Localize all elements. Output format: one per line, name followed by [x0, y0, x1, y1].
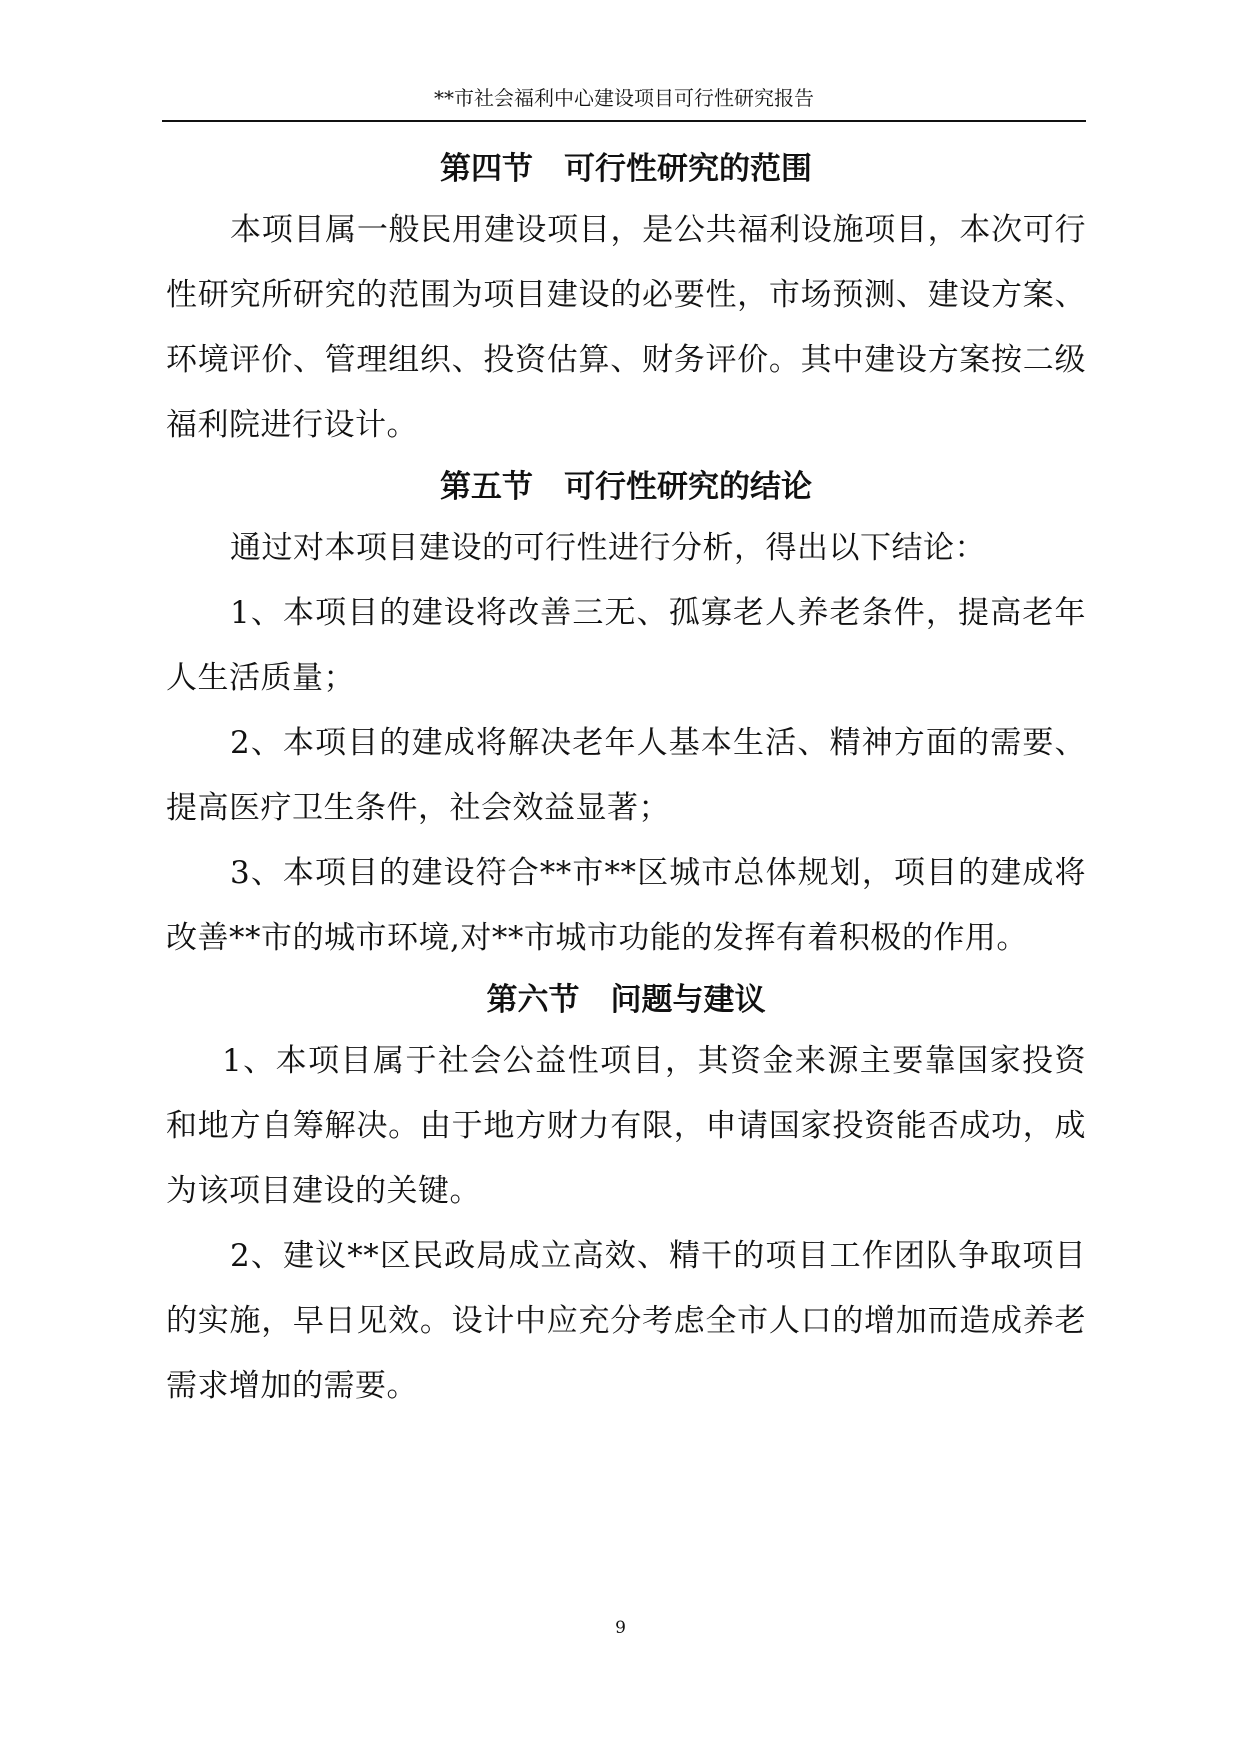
page-number: 9 [615, 1618, 626, 1638]
paragraph-conclusion-2: 2、本项目的建成将解决老年人基本生活、精神方面的需要、提高医疗卫生条件，社会效益显著； [166, 725, 1086, 826]
document-body [166, 140, 1086, 1419]
paragraph-scope: 本项目属一般民用建设项目，是公共福利设施项目，本次可行性研究所研究的范围为项目建设的必要性，市场预测、建设方案、环境评价、管理组织、投资估算、财务评价。其中建设方案按二级福利院进行设计。 [166, 212, 1086, 443]
paragraph-suggestion-1: 1、本项目属于社会公益性项目，其资金来源主要靠国家投资和地方自筹解决。由于地方财力有限，申请国家投资能否成功，成为该项目建设的关键。 [166, 1043, 1086, 1209]
section-title-suggestions: 第六节 问题与建议 [486, 982, 766, 1018]
section-title-conclusion: 第五节 可行性研究的结论 [440, 469, 812, 505]
paragraph-suggestion-2: 2、建议**区民政局成立高效、精干的项目工作团队争取项目的实施，早日见效。设计中应充分考虑全市人口的增加而造成养老需求增加的需要。 [166, 1238, 1086, 1404]
running-header: **市社会福利中心建设项目可行性研究报告 [162, 84, 1086, 122]
paragraph-conclusion-1: 1、本项目的建设将改善三无、孤寡老人养老条件，提高老年人生活质量； [166, 595, 1086, 696]
paragraph-conclusion-3: 3、本项目的建设符合**市**区城市总体规划，项目的建成将改善**市的城市环境,对**市城市功能的发挥有着积极的作用。 [166, 855, 1086, 956]
section-title-scope: 第四节 可行性研究的范围 [440, 151, 812, 187]
paragraph-conclusion-intro: 通过对本项目建设的可行性进行分析，得出以下结论： [230, 530, 986, 566]
